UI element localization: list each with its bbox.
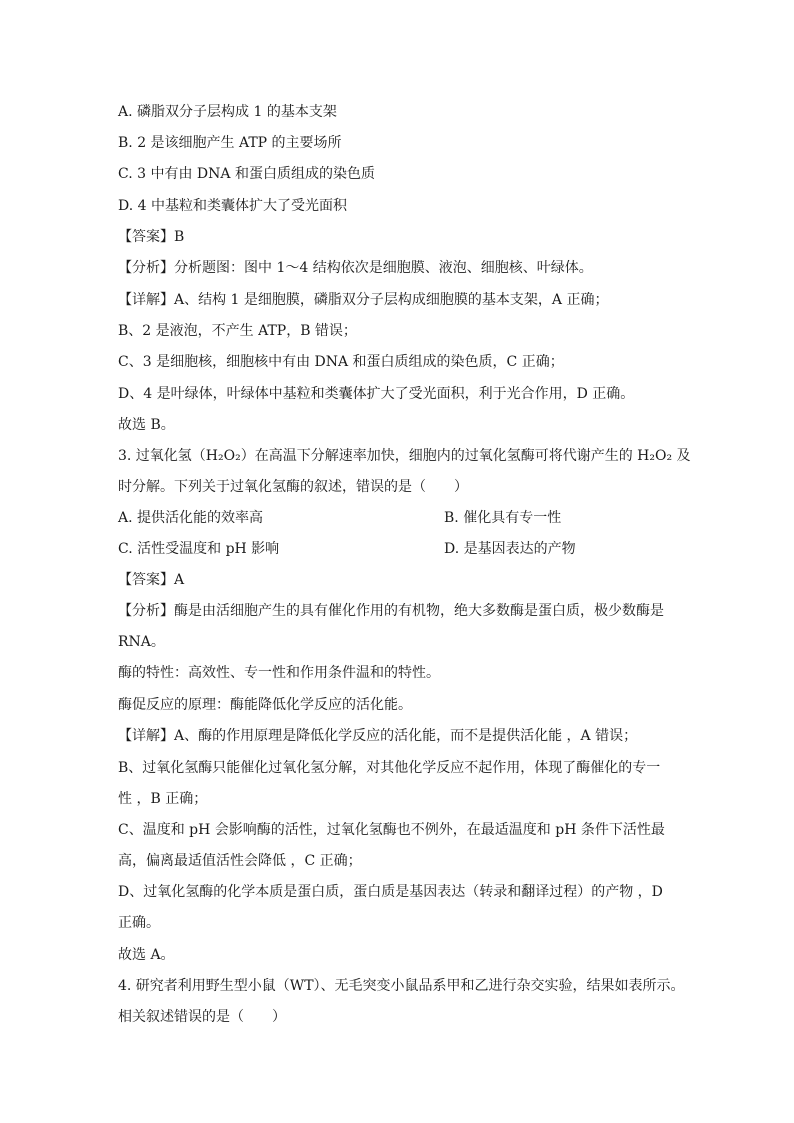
q3-detail-line: 高，偏离最适值活性会降低 ，C 正确；: [118, 853, 362, 869]
q2-option-a: A. 磷脂双分子层构成 1 的基本支架: [118, 104, 337, 120]
q3-detail-line: 正确。: [118, 915, 160, 931]
q2-option-d: D. 4 中基粒和类囊体扩大了受光面积: [118, 198, 347, 214]
q3-analysis-line: RNA。: [118, 634, 165, 650]
q3-analysis-line: 酶促反应的原理：酶能降低化学反应的活化能。: [118, 697, 412, 713]
q3-analysis-line: 酶的特性：高效性、专一性和作用条件温和的特性。: [118, 665, 440, 681]
q3-option-d: D. 是基因表达的产物: [444, 541, 576, 557]
q2-answer: 【答案】B: [118, 229, 185, 245]
q2-detail-line: B、2 是液泡，不产生 ATP，B 错误；: [118, 323, 357, 339]
q3-answer: 【答案】A: [118, 572, 185, 588]
q2-analysis: 【分析】分析题图：图中 1～4 结构依次是细胞膜、液泡、细胞核、叶绿体。: [118, 260, 593, 276]
q3-detail-line: D、过氧化氢酶的化学本质是蛋白质，蛋白质是基因表达（转录和翻译过程）的产物 ，D: [118, 884, 663, 900]
q3-detail-line: C、温度和 pH 会影响酶的活性，过氧化氢酶也不例外，在最适温度和 pH 条件下活性最: [118, 822, 665, 838]
q3-option-a: A. 提供活化能的效率高: [118, 510, 264, 526]
q2-conclusion: 故选 B。: [118, 417, 175, 433]
q3-detail-line: 【详解】A、酶的作用原理是降低化学反应的活化能，而不是提供活化能 ，A 错误；: [118, 728, 638, 744]
q2-option-b: B. 2 是该细胞产生 ATP 的主要场所: [118, 135, 342, 151]
q4-stem-line: 相关叙述错误的是（ ）: [118, 1009, 286, 1025]
q2-detail-line: 【详解】A、结构 1 是细胞膜，磷脂双分子层构成细胞膜的基本支架，A 正确；: [118, 292, 609, 308]
q3-detail-line: 性 ，B 正确；: [118, 791, 208, 807]
q3-option-b: B. 催化具有专一性: [444, 510, 562, 526]
q2-detail-line: C、3 是细胞核，细胞核中有由 DNA 和蛋白质组成的染色质，C 正确；: [118, 354, 564, 370]
q4-stem-line: 4. 研究者利用野生型小鼠（WT）、无毛突变小鼠品系甲和乙进行杂交实验，结果如表所示。: [118, 978, 685, 994]
q2-detail-line: D、4 是叶绿体，叶绿体中基粒和类囊体扩大了受光面积，利于光合作用，D 正确。: [118, 386, 635, 402]
q3-detail-line: B、过氧化氢酶只能催化过氧化氢分解，对其他化学反应不起作用，体现了酶催化的专一: [118, 760, 661, 776]
q3-stem-line: 时分解。下列关于过氧化氢酶的叙述，错误的是（ ）: [118, 479, 468, 495]
q3-option-c: C. 活性受温度和 pH 影响: [118, 541, 280, 557]
q2-option-c: C. 3 中有由 DNA 和蛋白质组成的染色质: [118, 166, 375, 182]
q3-analysis-line: 【分析】酶是由活细胞产生的具有催化作用的有机物，绝大多数酶是蛋白质，极少数酶是: [118, 603, 664, 619]
q3-conclusion: 故选 A。: [118, 947, 175, 963]
q3-stem-line: 3. 过氧化氢（H₂O₂）在高温下分解速率加快，细胞内的过氧化氢酶可将代谢产生的 H₂O₂ 及: [118, 448, 691, 464]
